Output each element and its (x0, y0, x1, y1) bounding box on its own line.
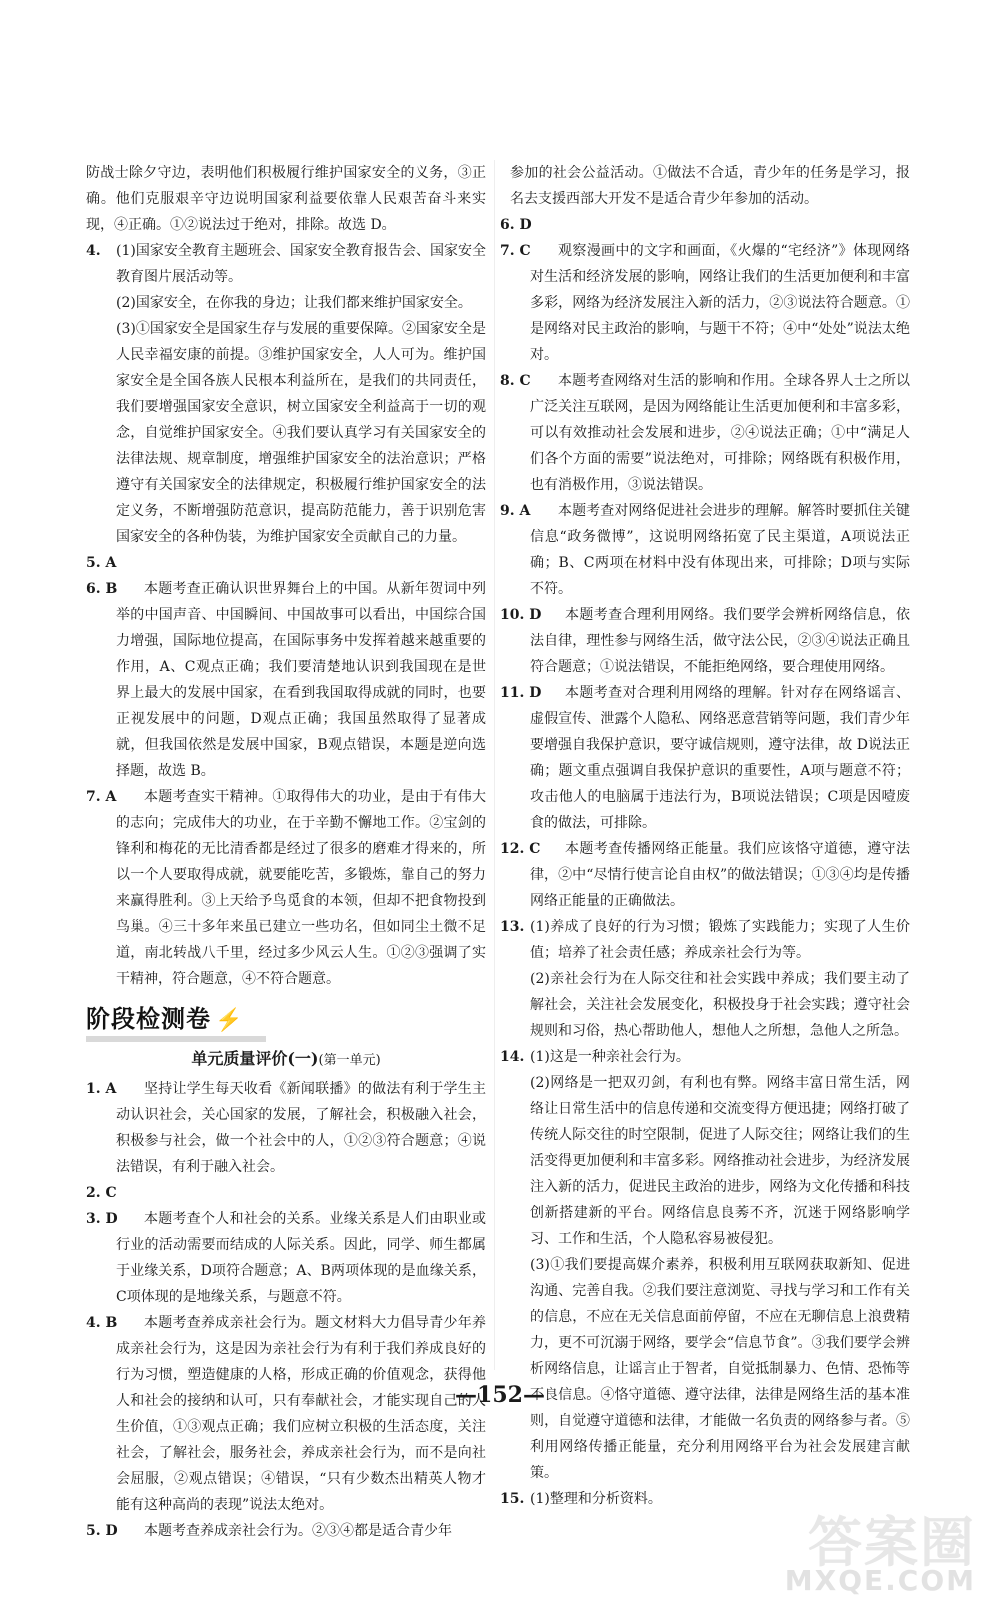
answer-text: 本题考查正确认识世界舞台上的中国。从新年贺词中列举的中国声音、中国瞬间、中国故事可以看出，中国综合国力增强，国际地位提高，在国际事务中发挥着越来越重要的作用，A、C观点正确；我们要清楚地认识到我国现在是世界上最大的发展中国家，在看到我国取得成就的同时，也要正视发展中的问题，D观点正确；我国虽然取得了显著成就，但我国依然是发展中国家，B观点错误，本题是逆向选择题，故选 B。 (116, 581, 486, 779)
unit-answer-11 (500, 680, 910, 836)
answer-text: (2)国家安全，在你我的身边；让我们都来维护国家安全。 (116, 295, 472, 311)
answer-number: 5. D (86, 1523, 118, 1539)
answer-number: 14. (500, 1049, 525, 1065)
watermark-logo: 答案圈 (808, 1511, 976, 1574)
unit-answer-3 (86, 1206, 486, 1310)
unit-answer-13 (500, 914, 910, 1044)
answer-text: 本题考查网络对生活的影响和作用。全球各界人士之所以广泛关注互联网，是因为网络能让生活更加便利和丰富多彩，可以有效推动社会发展和进步，②④说法正确；①中“满足人们各个方面的需要”说法绝对，可排除；网络既有积极作用，也有消极作用，③说法错误。 (530, 373, 910, 493)
answer-text: (2)网络是一把双刃剑，有利也有弊。网络丰富日常生活，网络让日常生活中的信息传递和交流变得方便迅捷；网络打破了传统人际交往的时空限制，促进了人际交往；网络让我们的生活变得更加便利和丰富多彩。网络推动社会进步，为经济发展注入新的活力，促进民主政治的进步，网络为文化传播和科技创新搭建新的平台。网络信息良莠不齐，沉迷于网络影响学习、工作和生活，个人隐私容易被侵犯。 (530, 1075, 910, 1247)
unit-subtitle: (第一单元) (318, 1053, 381, 1068)
intro-paragraph: 防战士除夕守边，表明他们积极履行维护国家安全的义务，③正确。他们克服艰辛守边说明国家利益要依靠人民艰苦奋斗来实现，④正确。①②说法过于绝对，排除。故选 D。 (86, 165, 486, 233)
answer-text: 本题考查传播网络正能量。我们应该恪守道德，遵守法律，②中“尽情行使言论自由权”的做法错误；①③④均是传播网络正能量的正确做法。 (530, 841, 910, 909)
unit-answer-4 (86, 1310, 486, 1518)
answer-number: 7. A (86, 789, 117, 805)
unit-answer-12 (500, 836, 910, 914)
answer-number: 4. B (86, 1315, 118, 1331)
section-title: 阶段检测卷 (86, 1005, 211, 1033)
answer-text: 本题考查合理利用网络。我们要学会辨析网络信息，依法自律，理性参与网络生活，做守法公民，②③④说法正确且符合题意；①说法错误，不能拒绝网络，要合理使用网络。 (530, 607, 910, 675)
answer-6 (86, 576, 486, 784)
right-column (500, 160, 910, 1512)
unit-answer-8 (500, 368, 910, 498)
unit-title: 单元质量评价(一) (191, 1049, 319, 1068)
unit-heading (86, 1046, 486, 1074)
section-underline (86, 1036, 266, 1042)
answer-number: 9. A (500, 503, 531, 519)
answer-text: 本题考查个人和社会的关系。业缘关系是人们由职业或行业的活动需要而结成的人际关系。因此，同学、师生都属于业缘关系，D项符合题意；A、B两项体现的是血缘关系，C项体现的是地缘关系，与题意不符。 (116, 1211, 486, 1305)
answer-number: 7. C (500, 243, 531, 259)
answer-text: (1)整理和分析资料。 (530, 1491, 662, 1507)
answer-text: (1)养成了良好的行为习惯；锻炼了实践能力；实现了人生价值；培养了社会责任感；养成亲社会行为等。 (530, 919, 910, 961)
answer-number: 5. A (86, 555, 117, 571)
unit-answer-5 (86, 1518, 486, 1544)
answer-text: 本题考查对合理利用网络的理解。针对存在网络谣言、虚假宣传、泄露个人隐私、网络恶意营销等问题，我们青少年要增强自我保护意识，要守诚信规则，遵守法律，故 D说法正确；题文重点强调自我保护意识的重要性，A项与题意不符；攻击他人的电脑属于违法行为，B项说法错误；C项是因噎废食的做法，可排除。 (530, 685, 910, 831)
lightning-icon: ⚡ (215, 1008, 243, 1033)
section-header (86, 1006, 486, 1040)
unit-answer-14 (500, 1044, 910, 1486)
answer-text: (1)这是一种亲社会行为。 (530, 1049, 690, 1065)
unit-answer-7 (500, 238, 910, 368)
answer-text: 坚持让学生每天收看《新闻联播》的做法有利于学生主动认识社会，关心国家的发展，了解社会，积极融入社会，积极参与社会，做一个社会中的人，①②③符合题意；④说法错误，有利于融入社会。 (116, 1081, 486, 1175)
unit-answer-1 (86, 1076, 486, 1180)
answer-4 (86, 238, 486, 550)
answer-number: 1. A (86, 1081, 117, 1097)
answer-text: (1)国家安全教育主题班会、国家安全教育报告会、国家安全教育图片展活动等。 (116, 243, 486, 285)
answer-number: 4. (86, 243, 101, 259)
answer-number: 2. C (86, 1185, 117, 1201)
page-number: —152— (455, 1382, 545, 1408)
answer-text: 本题考查养成亲社会行为。②③④都是适合青少年 (144, 1523, 452, 1539)
watermark-domain: MXQE.COM (784, 1564, 976, 1597)
column-divider (494, 160, 495, 1370)
answer-number: 15. (500, 1491, 525, 1507)
left-column (86, 160, 486, 1544)
answer-number: 10. D (500, 607, 542, 623)
answer-number: 6. B (86, 581, 118, 597)
unit-answer-9 (500, 498, 910, 602)
answer-number: 6. D (500, 217, 532, 233)
answer-number: 12. C (500, 841, 541, 857)
answer-text: 本题考查养成亲社会行为。题文材料大力倡导青少年养成亲社会行为，这是因为亲社会行为有利于我们养成良好的行为习惯，塑造健康的人格，形成正确的价值观念，获得他人和社会的接纳和认可，只有奉献社会，才能实现自己的人生价值，①③观点正确；我们应树立积极的生活态度，关注社会，了解社会，服务社会，养成亲社会行为，而不是向社会屈服，②观点错误；④错误，“只有少数杰出精英人物才能有这种高尚的表现”说法太绝对。 (116, 1315, 486, 1513)
answer-text: (2)亲社会行为在人际交往和社会实践中养成；我们要主动了解社会，关注社会发展变化，积极投身于社会实践；遵守社会规则和习俗，热心帮助他人，想他人之所想，急他人之所急。 (530, 971, 910, 1039)
answer-number: 3. D (86, 1211, 118, 1227)
unit-answer-10 (500, 602, 910, 680)
answer-number: 8. C (500, 373, 531, 389)
unit-answer-6 (500, 212, 910, 238)
answer-5 (86, 550, 486, 576)
site-watermark (746, 1500, 986, 1600)
unit-answer-2 (86, 1180, 486, 1206)
answer-number: 13. (500, 919, 525, 935)
answer-text: 本题考查对网络促进社会进步的理解。解答时要抓住关键信息“政务微博”，这说明网络拓宽了民主渠道，A项说法正确；B、C两项在材料中没有体现出来，可排除；D项与实际不符。 (530, 503, 910, 597)
answer-text: (3)①我们要提高媒介素养，积极利用互联网获取新知、促进沟通、完善自我。②我们要注意浏览、寻找与学习和工作有关的信息，不应在无关信息面前停留，不应在无聊信息上浪费精力，更不可沉溺于网络，要学会“信息节食”。③我们要学会辨析网络信息，让谣言止于智者，自觉抵制暴力、色情、恐怖等不良信息。④恪守道德、遵守法律，法律是网络生活的基本准则，自觉遵守道德和法律，才能做一名负责的网络参与者。⑤利用网络传播正能量，充分利用网络平台为社会发展建言献策。 (530, 1257, 910, 1481)
continued-paragraph: 参加的社会公益活动。①做法不合适，青少年的任务是学习，报名去支援西部大开发不是适合青少年参加的活动。 (510, 165, 910, 207)
answer-text: 观察漫画中的文字和画面，《火爆的“宅经济”》体现网络对生活和经济发展的影响，网络让我们的生活更加便利和丰富多彩，网络为经济发展注入新的活力，②③说法符合题意。①是网络对民主政治的影响，与题干不符；④中“处处”说法太绝对。 (530, 243, 910, 363)
answer-text: (3)①国家安全是国家生存与发展的重要保障。②国家安全是人民幸福安康的前提。③维护国家安全，人人可为。维护国家安全是全国各族人民根本利益所在，是我们的共同责任，我们要增强国家安全意识，树立国家安全利益高于一切的观念，自觉维护国家安全。④我们要认真学习有关国家安全的法律法规、规章制度，增强维护国家安全的法治意识；严格遵守有关国家安全的法律规定，积极履行维护国家安全的法定义务，不断增强防范意识，提高防范能力，善于识别危害国家安全的各种伪装，为维护国家安全贡献自己的力量。 (116, 321, 486, 545)
answer-7 (86, 784, 486, 992)
answer-number: 11. D (500, 685, 542, 701)
answer-text: 本题考查实干精神。①取得伟大的功业，是由于有伟大的志向；完成伟大的功业，在于辛勤不懈地工作。②宝剑的锋利和梅花的无比清香都是经过了很多的磨难才得来的，所以一个人要取得成就，就要能吃苦，多锻炼，靠自己的努力来赢得胜利。③上天给予鸟觅食的本领，但却不把食物投到鸟巢。④三十多年来虽已建立一些功名，但如同尘土微不足道，南北转战八千里，经过多少风云人生。①②③强调了实干精神，符合题意，④不符合题意。 (116, 789, 486, 987)
